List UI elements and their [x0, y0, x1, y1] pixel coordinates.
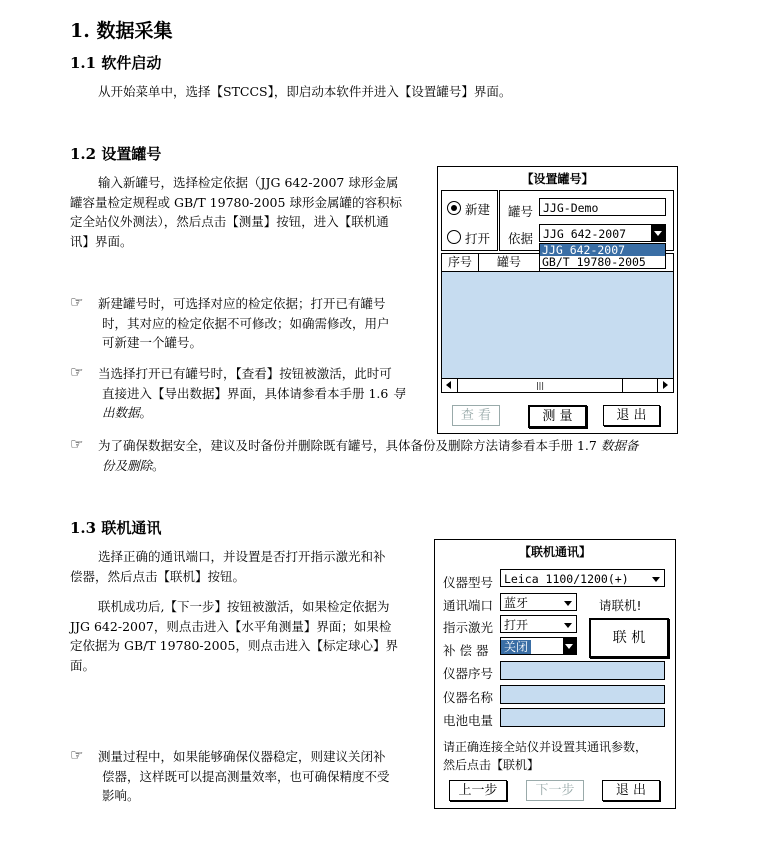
radio-checked-icon — [447, 201, 461, 215]
section-1-2-title: 1.2 设置罐号 — [70, 145, 162, 163]
pointing-hand-icon: ☞ — [70, 363, 84, 381]
connect-button[interactable]: 联 机 — [589, 618, 669, 658]
chevron-down-icon[interactable] — [564, 601, 572, 606]
note-backup: ☞ 为了确保数据安全，建议及时备份并删除既有罐号，具体备份及删除方法请参看本手册 1.7 数据备 份及删除。 — [70, 435, 639, 473]
basis-dropdown-list — [539, 243, 666, 269]
serial-label: 仪器序号 — [443, 666, 494, 681]
compensator-select[interactable]: 关闭 — [500, 637, 577, 655]
pointing-hand-icon: ☞ — [70, 293, 84, 311]
note-open-tank: ☞ 当选择打开已有罐号时，【查看】按钮被激活，此时可 直接进入【导出数据】界面，具体请参看本手册 1.6 导 出数据。 — [70, 363, 405, 420]
view-button[interactable]: 查 看 — [452, 405, 500, 426]
battery-label: 电池电量 — [443, 713, 494, 728]
dialog-title: 【设置罐号】 — [521, 172, 594, 186]
chevron-down-icon[interactable] — [651, 225, 665, 241]
laser-select[interactable]: 打开 — [500, 615, 577, 633]
dialog-title: 【联机通讯】 — [518, 545, 591, 559]
column-header-seq[interactable]: 序号 — [442, 254, 479, 272]
compensator-label: 补 偿 器 — [443, 643, 489, 658]
set-tank-dialog — [437, 166, 678, 434]
hint-line-2: 然后点击【联机】 — [443, 758, 540, 772]
tank-label: 罐号 — [508, 204, 534, 219]
pointing-hand-icon: ☞ — [70, 435, 84, 453]
measure-button[interactable]: 测 量 — [528, 405, 587, 428]
model-select[interactable]: Leica 1100/1200(+) — [500, 569, 665, 587]
serial-field — [500, 661, 665, 680]
horizontal-scrollbar[interactable] — [442, 378, 673, 392]
connect-dialog — [434, 539, 676, 809]
name-label: 仪器名称 — [443, 690, 494, 705]
chapter-title: 1. 数据采集 — [70, 20, 173, 42]
chevron-down-icon[interactable] — [564, 623, 572, 628]
radio-unchecked-icon — [447, 230, 461, 244]
basis-select[interactable]: JJG 642-2007 — [539, 224, 666, 242]
instrument-name-field — [500, 685, 665, 704]
note-compensator: ☞ 测量过程中，如果能够确保仪器稳定，则建议关闭补 偿器，这样既可以提高测量效率，也可确保精度不受 影响。 — [70, 746, 390, 803]
exit-button[interactable]: 退 出 — [602, 780, 660, 801]
column-header-tank[interactable]: 罐号 — [479, 254, 540, 272]
pointing-hand-icon: ☞ — [70, 746, 84, 764]
scroll-right-icon[interactable] — [657, 379, 673, 392]
laser-label: 指示激光 — [443, 620, 494, 635]
hint-line-1: 请正确连接全站仪并设置其通讯参数， — [443, 740, 648, 754]
prev-step-button[interactable]: 上一步 — [449, 780, 507, 801]
port-select[interactable]: 蓝牙 — [500, 593, 577, 611]
radio-open-label: 打开 — [465, 231, 491, 246]
connection-status: 请联机! — [599, 598, 642, 613]
basis-option-selected[interactable]: JJG 642-2007 — [540, 244, 665, 256]
basis-option[interactable]: GB/T 19780-2005 — [542, 255, 646, 269]
radio-new-label: 新建 — [465, 202, 491, 217]
section-1-3-paragraph-1: 选择正确的通讯端口，并设置是否打开指示激光和补 偿器，然后点击【联机】按钮。 — [70, 549, 386, 584]
chevron-down-icon[interactable] — [652, 577, 660, 582]
tank-list[interactable] — [441, 253, 674, 393]
chevron-down-icon[interactable] — [563, 638, 576, 654]
scroll-thumb[interactable]: ||| — [458, 379, 623, 392]
note-new-tank: ☞ 新建罐号时，可选择对应的检定依据；打开已有罐号 时，其对应的检定依据不可修改；如确需修改，用户 可新建一个罐号。 — [70, 293, 390, 350]
basis-label: 依据 — [508, 231, 534, 246]
section-1-3-paragraph-2: 联机成功后,【下一步】按钮被激活，如果检定依据为 JJG 642-2007，则点击进入【水平角测量】界面；如果检 定依据为 GB/T 19780-2005，则点击进入【标定球心】界 面。 — [70, 599, 398, 673]
section-1-2-paragraph: 输入新罐号，选择检定依据（JJG 642-2007 球形金属 罐容量检定规程或 GB/T 19780-2005 球形金属罐的容积标 定全站仪外测法），然后点击【测量】按钮，进入【联机通 讯】界面。 — [70, 175, 402, 249]
section-1-1-title: 1.1 软件启动 — [70, 54, 162, 72]
section-1-3-title: 1.3 联机通讯 — [70, 519, 162, 537]
scroll-left-icon[interactable] — [442, 379, 458, 392]
tank-input[interactable]: JJG-Demo — [539, 198, 666, 216]
port-label: 通讯端口 — [443, 598, 494, 613]
battery-field — [500, 708, 665, 727]
model-label: 仪器型号 — [443, 575, 494, 590]
next-step-button[interactable]: 下一步 — [526, 780, 584, 801]
section-1-1-paragraph: 从开始菜单中，选择【STCCS】，即启动本软件并进入【设置罐号】界面。 — [98, 84, 512, 99]
exit-button[interactable]: 退 出 — [603, 405, 660, 426]
